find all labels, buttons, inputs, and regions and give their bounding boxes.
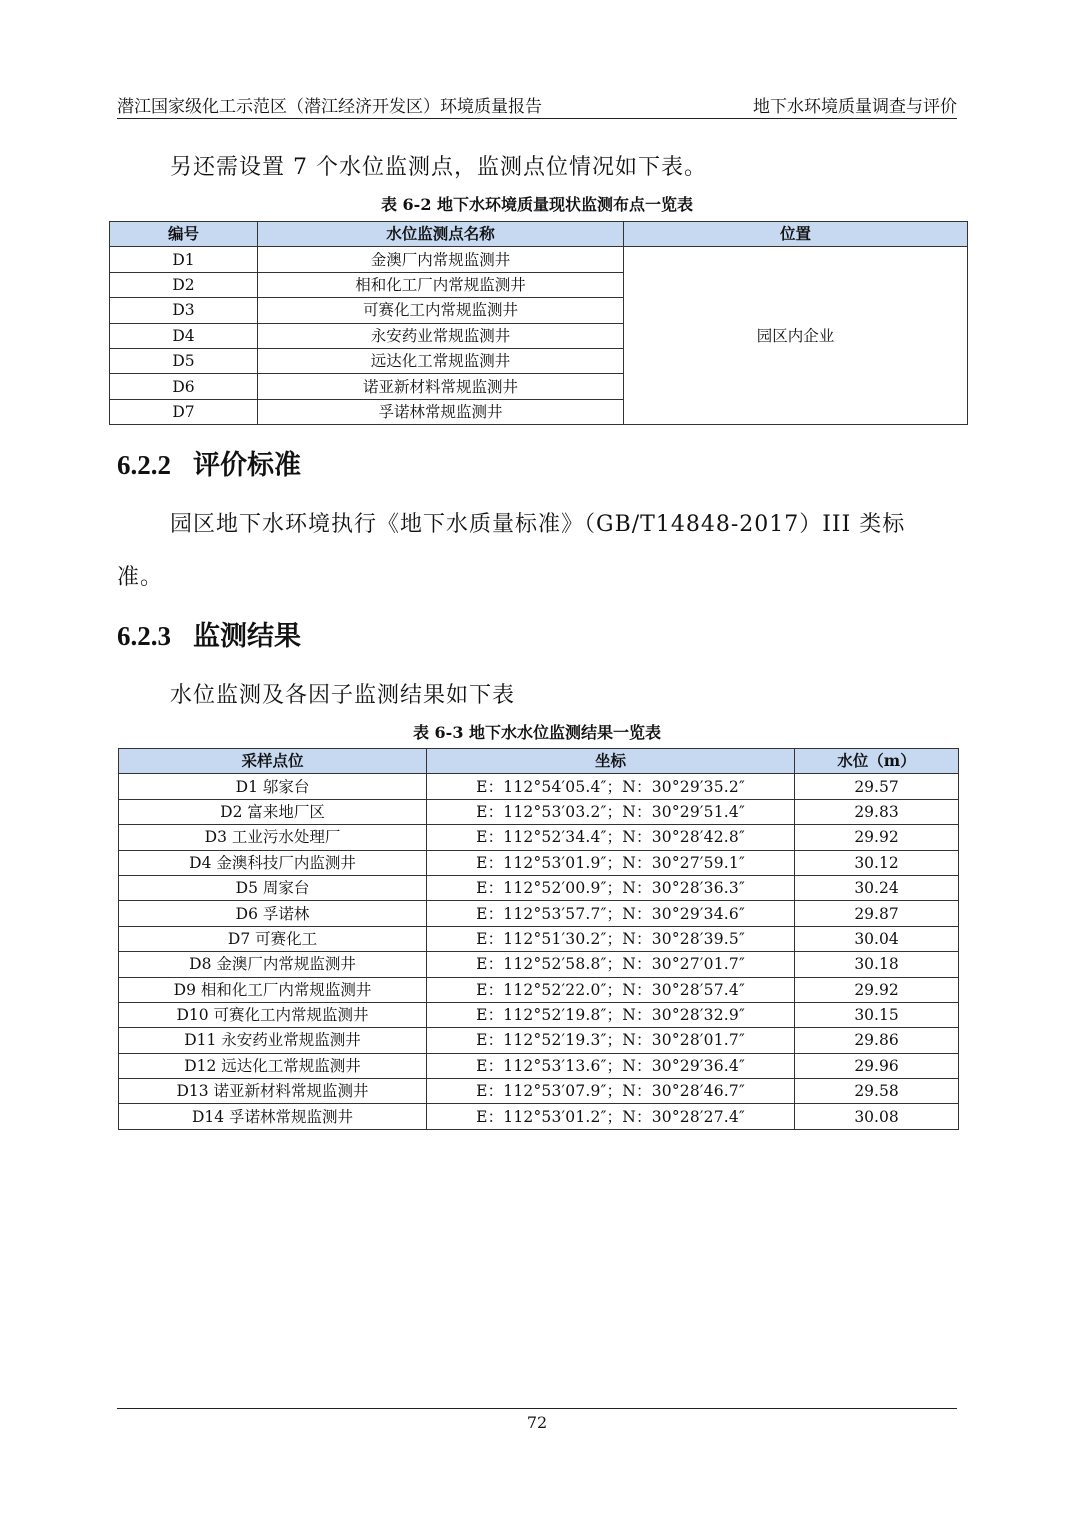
results-paragraph: 水位监测及各因子监测结果如下表 xyxy=(170,683,516,708)
coordinates: E：112°52′34.4″；N：30°28′42.8″ xyxy=(427,825,795,850)
point-name: 诺亚新材料常规监测井 xyxy=(258,374,624,399)
water-level: 29.83 xyxy=(795,799,959,824)
sampling-point: D9 相和化工厂内常规监测井 xyxy=(119,977,427,1002)
section-heading-standard xyxy=(117,443,301,482)
table-header-row xyxy=(110,222,968,247)
monitoring-points-table xyxy=(109,221,968,425)
water-level: 30.15 xyxy=(795,1002,959,1027)
sampling-point: D5 周家台 xyxy=(119,875,427,900)
water-level: 29.96 xyxy=(795,1053,959,1078)
point-id: D7 xyxy=(110,399,258,424)
water-level: 29.86 xyxy=(795,1028,959,1053)
water-level: 29.92 xyxy=(795,977,959,1002)
column-header-location: 位置 xyxy=(624,222,968,247)
water-level: 29.87 xyxy=(795,901,959,926)
water-level-results-table xyxy=(118,748,959,1130)
section-number: 6.2.2 xyxy=(117,450,171,480)
coordinates: E：112°52′22.0″；N：30°28′57.4″ xyxy=(427,977,795,1002)
point-name: 相和化工厂内常规监测井 xyxy=(258,272,624,297)
water-level: 30.04 xyxy=(795,926,959,951)
water-level: 30.24 xyxy=(795,875,959,900)
column-header-name: 水位监测点名称 xyxy=(258,222,624,247)
page-number: 72 xyxy=(526,1413,548,1432)
sampling-point: D13 诺亚新材料常规监测井 xyxy=(119,1079,427,1104)
point-name: 远达化工常规监测井 xyxy=(258,348,624,373)
intro-paragraph: 另还需设置 7 个水位监测点，监测点位情况如下表。 xyxy=(170,155,707,180)
point-location: 园区内企业 xyxy=(624,247,968,425)
coordinates: E：112°51′30.2″；N：30°28′39.5″ xyxy=(427,926,795,951)
section-title: 评价标准 xyxy=(193,450,301,481)
table-row xyxy=(119,774,959,799)
sampling-point: D8 金澳厂内常规监测井 xyxy=(119,952,427,977)
water-level: 29.57 xyxy=(795,774,959,799)
table-row xyxy=(110,247,968,272)
sampling-point: D7 可赛化工 xyxy=(119,926,427,951)
table-row xyxy=(119,1002,959,1027)
coordinates: E：112°52′00.9″；N：30°28′36.3″ xyxy=(427,875,795,900)
coordinates: E：112°53′01.2″；N：30°28′27.4″ xyxy=(427,1104,795,1129)
water-level: 30.12 xyxy=(795,850,959,875)
footer-divider xyxy=(117,1408,957,1409)
column-header-id: 编号 xyxy=(110,222,258,247)
coordinates: E：112°54′05.4″；N：30°29′35.2″ xyxy=(427,774,795,799)
point-id: D4 xyxy=(110,323,258,348)
sampling-point: D6 孚诺林 xyxy=(119,901,427,926)
table-row xyxy=(119,1104,959,1129)
point-id: D1 xyxy=(110,247,258,272)
column-header-water-level: 水位（m） xyxy=(795,749,959,774)
section-heading-results xyxy=(117,614,301,653)
sampling-point: D3 工业污水处理厂 xyxy=(119,825,427,850)
header-title-left: 潜江国家级化工示范区（潜江经济开发区）环境质量报告 xyxy=(117,97,542,117)
coordinates: E：112°52′58.8″；N：30°27′01.7″ xyxy=(427,952,795,977)
standard-paragraph-line1: 园区地下水环境执行《地下水质量标准》（GB/T14848-2017）III 类标 xyxy=(170,512,906,537)
point-name: 孚诺林常规监测井 xyxy=(258,399,624,424)
section-title: 监测结果 xyxy=(193,621,301,652)
point-id: D6 xyxy=(110,374,258,399)
table-row xyxy=(119,952,959,977)
point-name: 可赛化工内常规监测井 xyxy=(258,298,624,323)
sampling-point: D11 永安药业常规监测井 xyxy=(119,1028,427,1053)
water-level: 30.18 xyxy=(795,952,959,977)
coordinates: E：112°53′57.7″；N：30°29′34.6″ xyxy=(427,901,795,926)
sampling-point: D14 孚诺林常规监测井 xyxy=(119,1104,427,1129)
sampling-point: D12 远达化工常规监测井 xyxy=(119,1053,427,1078)
table-row xyxy=(119,977,959,1002)
table2-caption: 表 6-3 地下水水位监测结果一览表 xyxy=(412,723,662,742)
header-divider xyxy=(117,118,957,119)
point-id: D2 xyxy=(110,272,258,297)
water-level: 29.58 xyxy=(795,1079,959,1104)
table-row xyxy=(119,825,959,850)
point-name: 金澳厂内常规监测井 xyxy=(258,247,624,272)
coordinates: E：112°53′13.6″；N：30°29′36.4″ xyxy=(427,1053,795,1078)
sampling-point: D4 金澳科技厂内监测井 xyxy=(119,850,427,875)
table-row xyxy=(119,926,959,951)
point-id: D5 xyxy=(110,348,258,373)
table-row xyxy=(119,850,959,875)
point-id: D3 xyxy=(110,298,258,323)
table-row xyxy=(119,1079,959,1104)
standard-paragraph-line2: 准。 xyxy=(117,565,164,590)
sampling-point: D1 邬家台 xyxy=(119,774,427,799)
coordinates: E：112°53′07.9″；N：30°28′46.7″ xyxy=(427,1079,795,1104)
table-row xyxy=(119,1028,959,1053)
header-title-right: 地下水环境质量调查与评价 xyxy=(753,97,957,117)
table-row xyxy=(119,1053,959,1078)
table-header-row xyxy=(119,749,959,774)
point-name: 永安药业常规监测井 xyxy=(258,323,624,348)
table-row xyxy=(119,875,959,900)
column-header-coordinates: 坐标 xyxy=(427,749,795,774)
sampling-point: D10 可赛化工内常规监测井 xyxy=(119,1002,427,1027)
coordinates: E：112°53′03.2″；N：30°29′51.4″ xyxy=(427,799,795,824)
water-level: 29.92 xyxy=(795,825,959,850)
column-header-sampling-point: 采样点位 xyxy=(119,749,427,774)
coordinates: E：112°52′19.3″；N：30°28′01.7″ xyxy=(427,1028,795,1053)
table-row xyxy=(119,901,959,926)
sampling-point: D2 富来地厂区 xyxy=(119,799,427,824)
water-level: 30.08 xyxy=(795,1104,959,1129)
coordinates: E：112°52′19.8″；N：30°28′32.9″ xyxy=(427,1002,795,1027)
section-number: 6.2.3 xyxy=(117,621,171,651)
table1-caption: 表 6-2 地下水环境质量现状监测布点一览表 xyxy=(380,195,694,214)
table-row xyxy=(119,799,959,824)
coordinates: E：112°53′01.9″；N：30°27′59.1″ xyxy=(427,850,795,875)
